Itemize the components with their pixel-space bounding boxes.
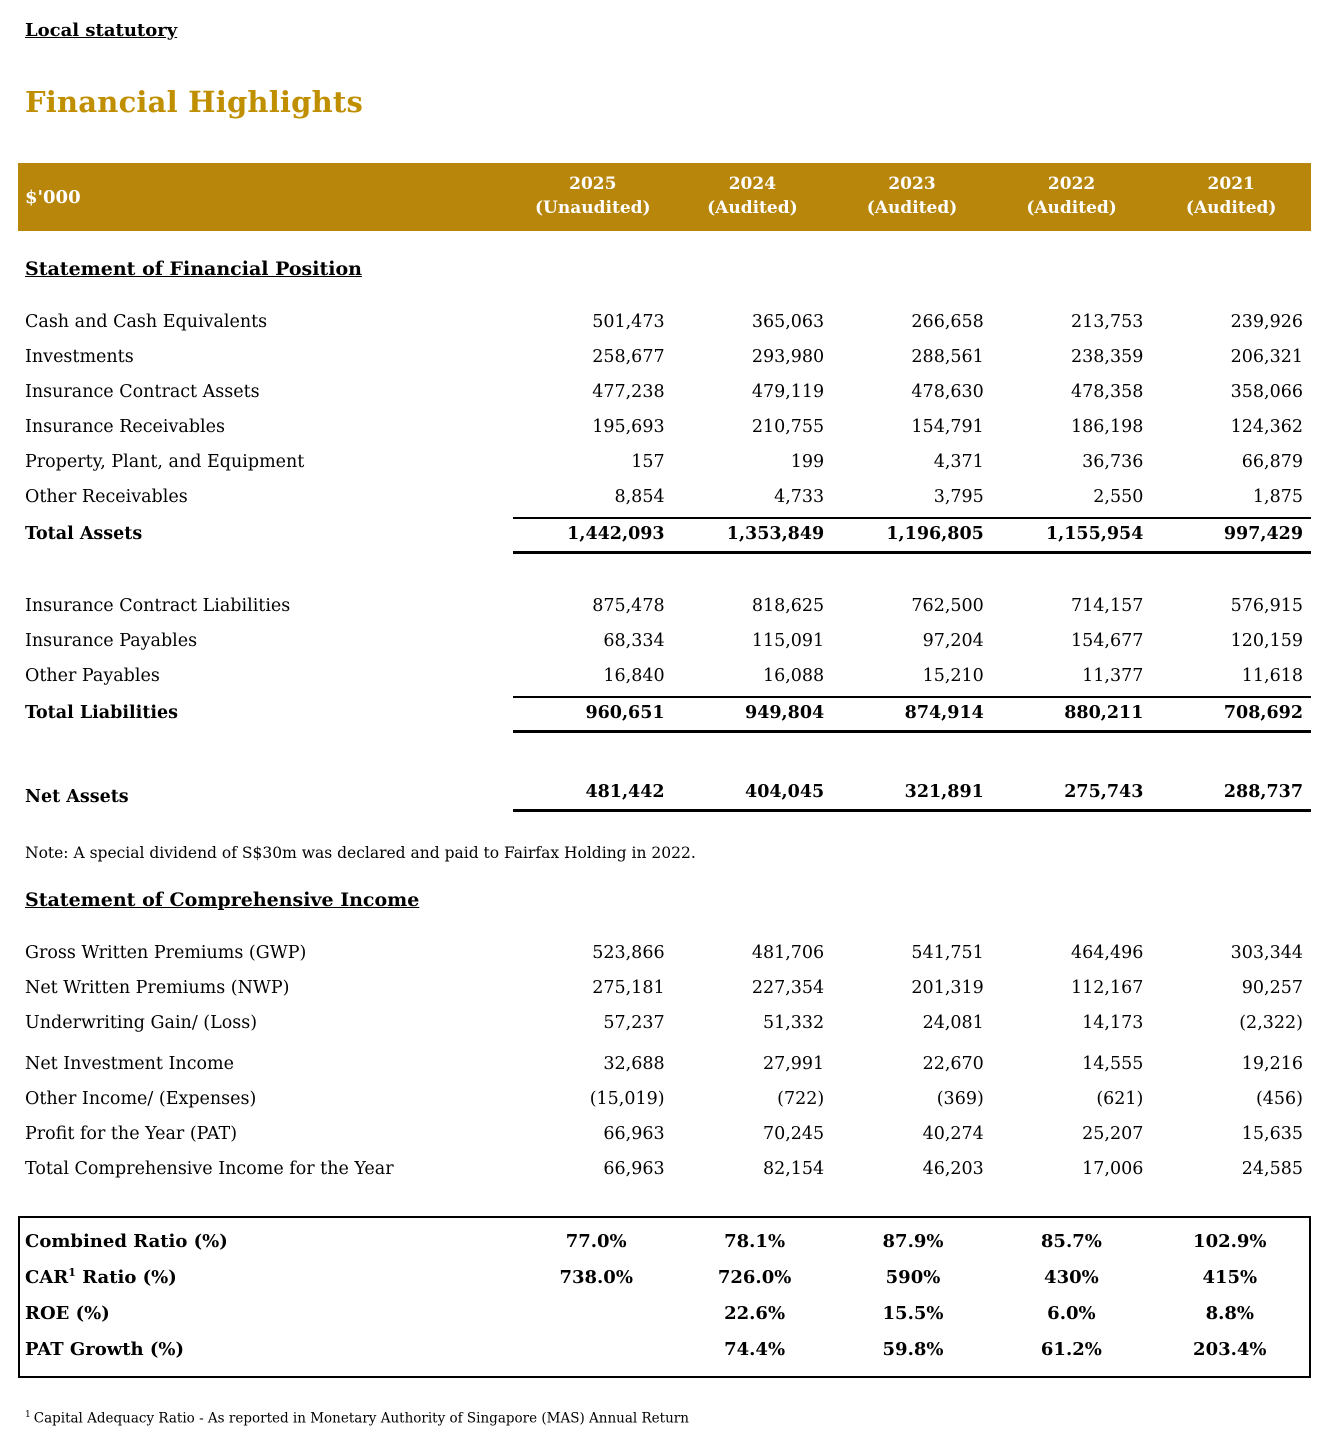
column-status: (Audited) (707, 198, 798, 218)
row-value: 874,914 (904, 703, 984, 723)
column-header-2025 (513, 173, 673, 221)
row-label: Net Assets (25, 786, 129, 807)
row-label: PAT Growth (%) (25, 1339, 185, 1360)
table-row (18, 1081, 1311, 1116)
row-value: 51,332 (762, 1012, 825, 1033)
column-header-2024 (673, 173, 833, 221)
row-value: 275,181 (592, 977, 665, 998)
row-label: Total Liabilities (25, 703, 179, 723)
row-value: 124,362 (1230, 416, 1303, 437)
row-value: 19,216 (1241, 1053, 1303, 1074)
row-value: 24,585 (1241, 1158, 1303, 1179)
row-value: 404,045 (745, 781, 825, 802)
row-value: 15.5% (882, 1302, 944, 1324)
row-value: 415% (1202, 1266, 1258, 1288)
row-value: 478,358 (1071, 381, 1144, 402)
row-value: 227,354 (751, 977, 825, 998)
column-year: 2021 (1207, 174, 1255, 195)
row-label: Gross Written Premiums (GWP) (25, 942, 307, 963)
column-year: 2022 (1047, 174, 1096, 195)
row-value: 195,693 (592, 416, 665, 437)
row-value: 6.0% (1047, 1302, 1096, 1324)
row-value: 78.1% (724, 1230, 786, 1252)
row-label: Investments (25, 346, 134, 367)
row-label: Insurance Receivables (25, 416, 225, 437)
row-value: 4,733 (774, 486, 825, 507)
comprehensive-income-rows (18, 935, 1311, 1186)
row-value: 112,167 (1071, 977, 1144, 998)
column-status: (Unaudited) (535, 198, 651, 218)
column-header-2022 (992, 173, 1152, 221)
row-label: Total Assets (25, 524, 143, 544)
row-value: 523,866 (592, 942, 665, 963)
row-value: 57,237 (603, 1012, 665, 1033)
table-row-combined-ratio (20, 1223, 1309, 1259)
row-label: Underwriting Gain/ (Loss) (25, 1012, 258, 1033)
row-value: 16,840 (603, 665, 665, 686)
footnote-marker: 1 (25, 1410, 31, 1420)
table-header-bar (18, 163, 1311, 231)
row-value: 90,257 (1241, 977, 1303, 998)
row-value: 1,155,954 (1045, 524, 1144, 544)
row-value: 186,198 (1071, 416, 1144, 437)
row-value: 115,091 (751, 630, 825, 651)
row-value: 1,196,805 (886, 524, 984, 544)
row-value: 430% (1044, 1266, 1099, 1288)
row-value: 201,319 (911, 977, 984, 998)
row-value: 479,119 (751, 381, 825, 402)
row-value: 66,963 (603, 1158, 665, 1179)
table-row-roe (20, 1295, 1309, 1331)
row-value: 960,651 (585, 703, 665, 723)
row-value: 120,159 (1230, 630, 1303, 651)
row-value: 4,371 (933, 451, 984, 472)
row-label: Profit for the Year (PAT) (25, 1123, 238, 1144)
row-value: 16,088 (762, 665, 825, 686)
row-value: 14,173 (1082, 1012, 1144, 1033)
row-value: 206,321 (1230, 346, 1303, 367)
row-value: 358,066 (1230, 381, 1303, 402)
row-value: 949,804 (745, 703, 825, 723)
row-value: 85.7% (1040, 1230, 1102, 1252)
eyebrow-label: Local statutory (25, 20, 178, 41)
row-value: 46,203 (922, 1158, 984, 1179)
row-value: 203.4% (1193, 1338, 1267, 1360)
column-header-2023 (832, 173, 992, 221)
row-value: 11,377 (1082, 665, 1144, 686)
row-value: 481,706 (751, 942, 825, 963)
table-row-pat-growth (20, 1331, 1309, 1367)
row-value: 258,677 (592, 346, 665, 367)
row-value: 303,344 (1230, 942, 1303, 963)
row-value: 726.0% (717, 1266, 792, 1288)
row-value: 293,980 (751, 346, 825, 367)
row-value: 25,207 (1082, 1123, 1144, 1144)
table-row (18, 1005, 1311, 1040)
row-value: 210,755 (751, 416, 825, 437)
table-row (18, 444, 1311, 479)
column-year: 2025 (569, 174, 617, 195)
row-value: 2,550 (1093, 486, 1144, 507)
column-header-2021 (1151, 173, 1311, 221)
row-value: 27,991 (762, 1053, 825, 1074)
column-year: 2023 (888, 174, 936, 195)
footnote-text: Capital Adequacy Ratio - As reported in Monetary Authority of Singapore (MAS) Annual Return (33, 1410, 689, 1427)
row-value: 199 (790, 451, 825, 472)
row-value: 15,635 (1241, 1123, 1303, 1144)
row-value: 15,210 (922, 665, 984, 686)
row-value: 590% (885, 1266, 941, 1288)
row-value: 266,658 (911, 311, 984, 332)
row-value: 365,063 (751, 311, 825, 332)
row-value: 68,334 (603, 630, 665, 651)
row-value: 818,625 (751, 595, 825, 616)
row-value: 762,500 (911, 595, 984, 616)
column-status: (Audited) (1185, 198, 1277, 218)
row-label: Insurance Contract Liabilities (25, 595, 291, 616)
row-label: Other Income/ (Expenses) (25, 1088, 257, 1109)
row-value: 875,478 (592, 595, 665, 616)
row-label: Insurance Payables (25, 630, 198, 651)
row-value: (456) (1255, 1088, 1303, 1109)
row-value: 288,737 (1223, 781, 1303, 802)
row-value: 11,618 (1241, 665, 1303, 686)
table-row-net-assets (18, 779, 1311, 814)
row-value: 880,211 (1064, 703, 1144, 723)
row-value: 714,157 (1071, 595, 1144, 616)
table-row-car-ratio (20, 1259, 1309, 1295)
table-row (18, 1151, 1311, 1186)
row-value: 8,854 (614, 486, 665, 507)
row-value: 275,743 (1064, 781, 1144, 802)
table-row (18, 623, 1311, 658)
row-value: 8.8% (1205, 1302, 1254, 1324)
financial-position-rows (18, 304, 1311, 814)
footnote (25, 1410, 1311, 1427)
row-value: 87.9% (882, 1230, 944, 1252)
row-value: 477,238 (592, 381, 665, 402)
row-value: 213,753 (1071, 311, 1144, 332)
table-row-total-liabilities (18, 693, 1311, 733)
row-value: 576,915 (1230, 595, 1303, 616)
row-value: 1,875 (1252, 486, 1303, 507)
row-value: 40,274 (922, 1123, 984, 1144)
ratios-box (18, 1216, 1311, 1378)
table-row (18, 1046, 1311, 1081)
column-status: (Audited) (1026, 198, 1117, 218)
table-row (18, 935, 1311, 970)
row-value: 154,791 (911, 416, 984, 437)
row-value: 32,688 (603, 1053, 665, 1074)
table-row (18, 658, 1311, 693)
row-value: 541,751 (911, 942, 984, 963)
row-value: 77.0% (565, 1230, 627, 1252)
row-value: 66,963 (603, 1123, 665, 1144)
table-row (18, 588, 1311, 623)
row-value: 1,353,849 (726, 524, 825, 544)
row-value: (621) (1096, 1088, 1144, 1109)
row-value: 288,561 (911, 346, 984, 367)
row-value: 1,442,093 (567, 524, 665, 544)
row-value: 61.2% (1040, 1338, 1102, 1360)
row-value: 82,154 (762, 1158, 825, 1179)
note-text: Note: A special dividend of S$30m was declared and paid to Fairfax Holding in 2022. (25, 844, 696, 862)
table-row (18, 374, 1311, 409)
row-label: Property, Plant, and Equipment (25, 451, 305, 472)
row-label: Insurance Contract Assets (25, 381, 260, 402)
table-row (18, 409, 1311, 444)
row-value: 17,006 (1082, 1158, 1144, 1179)
table-row (18, 1116, 1311, 1151)
row-value: 478,630 (911, 381, 984, 402)
row-label: ROE (%) (25, 1303, 110, 1324)
row-value: 501,473 (592, 311, 665, 332)
table-row-total-assets (18, 514, 1311, 554)
row-label: Cash and Cash Equivalents (25, 311, 268, 332)
year-column-headers (513, 173, 1311, 221)
row-value: 464,496 (1071, 942, 1144, 963)
row-value: 36,736 (1082, 451, 1144, 472)
page-title: Financial Highlights (25, 85, 364, 119)
row-value: 238,359 (1071, 346, 1144, 367)
row-value: (15,019) (589, 1088, 665, 1109)
section-heading-financial-position: Statement of Financial Position (25, 258, 362, 280)
table-row (18, 479, 1311, 514)
column-year: 2024 (728, 174, 777, 195)
row-value: 59.8% (882, 1338, 944, 1360)
row-value: 708,692 (1223, 703, 1303, 723)
table-row (18, 970, 1311, 1005)
row-value: 738.0% (559, 1266, 633, 1288)
table-row (18, 304, 1311, 339)
row-value: 97,204 (922, 630, 984, 651)
row-label: Net Written Premiums (NWP) (25, 977, 290, 998)
row-value: 24,081 (922, 1012, 984, 1033)
row-value: 70,245 (762, 1123, 825, 1144)
row-value: 3,795 (933, 486, 984, 507)
table-row (18, 339, 1311, 374)
row-label: CAR$^1$ Ratio (%) (25, 1266, 177, 1288)
row-value: 102.9% (1193, 1230, 1267, 1252)
row-value: (2,322) (1239, 1012, 1303, 1033)
row-value: 66,879 (1241, 451, 1303, 472)
row-label: Net Investment Income (25, 1053, 234, 1074)
row-value: 157 (631, 451, 665, 472)
row-label: Other Payables (25, 665, 160, 686)
row-label: Total Comprehensive Income for the Year (25, 1158, 394, 1179)
column-status: (Audited) (866, 198, 958, 218)
row-value: 14,555 (1082, 1053, 1144, 1074)
row-value: 74.4% (724, 1338, 786, 1360)
row-label: Combined Ratio (%) (25, 1231, 228, 1252)
row-value: 22.6% (724, 1302, 786, 1324)
units-label: $'000 (25, 186, 81, 208)
row-value: 997,429 (1223, 524, 1303, 544)
row-label: Other Receivables (25, 486, 188, 507)
section-heading-comprehensive-income: Statement of Comprehensive Income (25, 889, 420, 911)
row-value: 239,926 (1230, 311, 1303, 332)
row-value: 22,670 (922, 1053, 984, 1074)
row-value: (369) (936, 1088, 984, 1109)
row-value: 481,442 (585, 781, 665, 802)
row-value: (722) (777, 1088, 825, 1109)
row-value: 321,891 (904, 781, 984, 802)
row-value: 154,677 (1071, 630, 1144, 651)
